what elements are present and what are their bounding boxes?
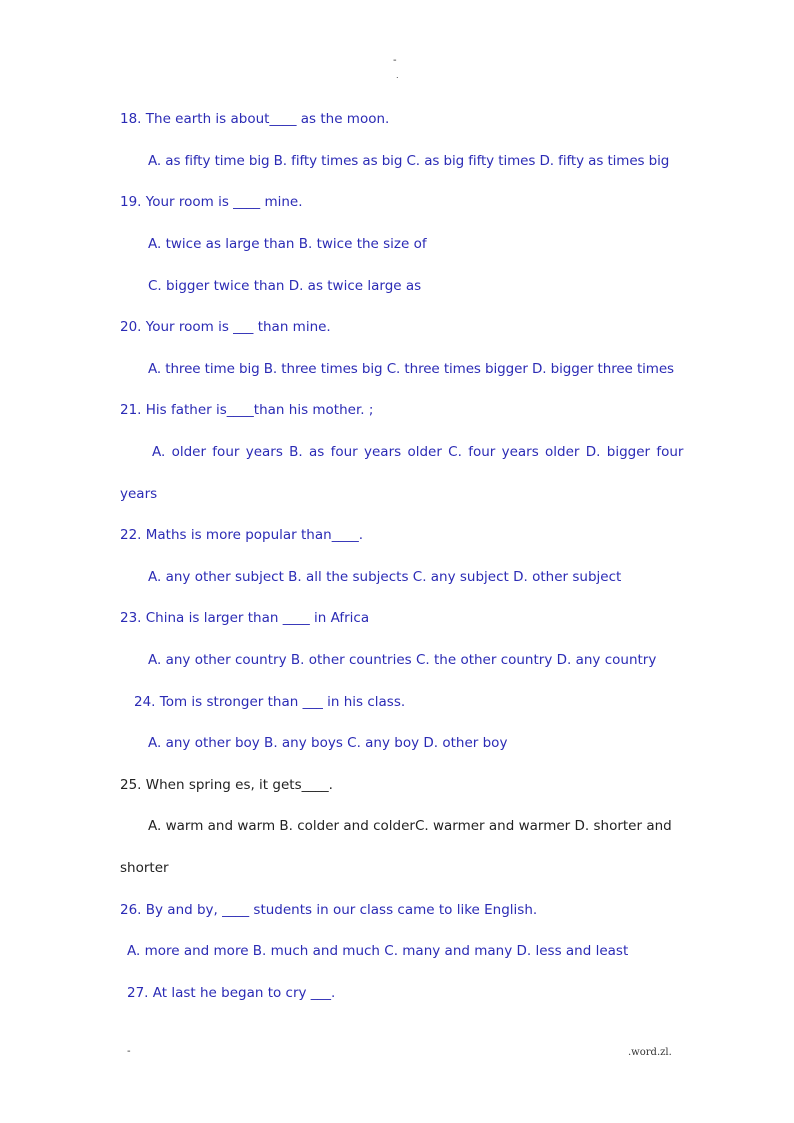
question-27: 27. At last he began to cry ___. — [127, 985, 336, 1001]
options-24: A. any other boy B. any boys C. any boy D. other boy — [148, 735, 508, 751]
options-18: A. as fifty time big B. fifty times as big C. as big fifty times D. fifty as times big — [148, 153, 670, 169]
options-25-line2: shorter — [120, 860, 169, 876]
options-19-line2: C. bigger twice than D. as twice large as — [148, 278, 422, 294]
question-20: 20. Your room is ___ than mine. — [120, 319, 331, 335]
question-25: 25. When spring es, it gets____. — [120, 777, 333, 793]
question-19: 19. Your room is ____ mine. — [120, 194, 303, 210]
question-24: 24. Tom is stronger than ___ in his class. — [134, 694, 406, 710]
footer-watermark: .word.zl. — [628, 1047, 672, 1058]
options-23: A. any other country B. other countries C. the other country D. any country — [148, 652, 657, 668]
options-21-line1: A. older four years B. as four years older C. four years older D. bigger four — [152, 444, 684, 460]
question-18: 18. The earth is about____ as the moon. — [120, 111, 390, 127]
options-19-line1: A. twice as large than B. twice the size of — [148, 236, 427, 252]
options-26: A. more and more B. much and much C. many and many D. less and least — [127, 943, 629, 959]
question-26: 26. By and by, ____ students in our class came to like English. — [120, 902, 538, 918]
footer-left-mark: - — [127, 1046, 131, 1057]
question-23: 23. China is larger than ____ in Africa — [120, 610, 370, 626]
header-mark: - — [393, 55, 397, 66]
question-22: 22. Maths is more popular than____. — [120, 527, 363, 543]
header-dot: . — [396, 71, 399, 80]
question-21: 21. His father is____than his mother. ; — [120, 402, 374, 418]
options-20: A. three time big B. three times big C. three times bigger D. bigger three times — [148, 361, 674, 377]
options-21-line2: years — [120, 486, 158, 502]
options-22: A. any other subject B. all the subjects C. any subject D. other subject — [148, 569, 622, 585]
options-25-line1: A. warm and warm B. colder and colderC. warmer and warmer D. shorter and — [148, 818, 672, 834]
